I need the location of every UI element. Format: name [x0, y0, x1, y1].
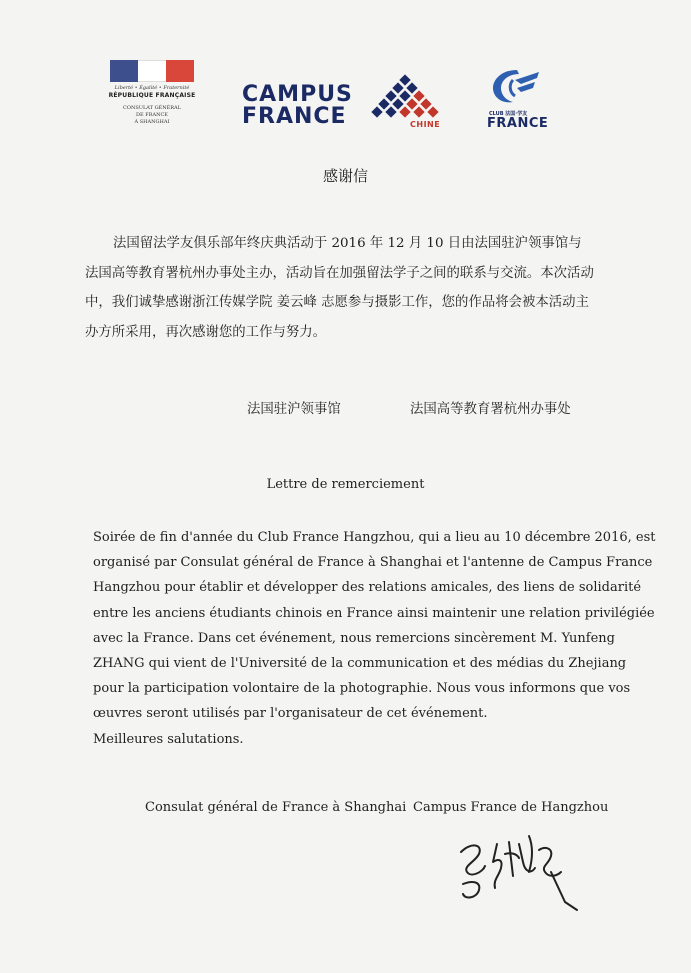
campus-france-word-1: CAMPUS [242, 82, 353, 107]
chinese-body-paragraph: 法国留法学友俱乐部年终庆典活动于 2016 年 12 月 10 日由法国驻沪领事馆与法国高等教育署杭州办事处主办，活动旨在加强留法学子之间的联系与交流。本次活动中，我们诚挚感谢浙江传媒学院 姜云峰 志愿参与摄影工作，您的作品将会被本活动主办方所采用，再次感谢您的工作与努力。 [85, 236, 594, 340]
consulate-label-line3: À SHANGHAI [134, 119, 170, 125]
chinese-signature-campus-france: 法国高等教育署杭州办事处 [410, 402, 571, 417]
consulate-label-line1: CONSULAT GÉNÉRAL [123, 105, 181, 111]
french-body-line: entre les anciens étudiants chinois en France ainsi maintenir une relation privilégiée [93, 605, 655, 621]
chinese-body [85, 229, 595, 347]
french-closing: Meilleures salutations. [93, 731, 244, 747]
french-signature-consulate: Consulat général de France à Shanghai [145, 800, 407, 815]
club-france-logo [487, 66, 549, 131]
chinese-title: 感谢信 [322, 167, 368, 185]
consulate-label [106, 105, 198, 126]
campus-france-logo [242, 72, 447, 134]
republique-name: RÉPUBLIQUE FRANÇAISE [108, 92, 196, 99]
french-body-line: avec la France. Dans cet événement, nous remercions sincèrement M. Yunfeng [93, 630, 615, 646]
handwritten-signature-icon [453, 832, 608, 914]
french-body-line: œuvres seront utilisés par l'organisateur de cet événement. [93, 706, 488, 722]
consulate-label-line2: DE FRANCE [136, 112, 168, 118]
french-body [93, 525, 656, 752]
french-body-line: ZHANG qui vient de l'Université de la communication et des médias du Zhejiang [93, 656, 627, 672]
french-body-line: organisé par Consulat général de France à Shanghai et l'antenne de Campus France [93, 555, 653, 571]
campus-france-word-2: FRANCE [242, 104, 347, 129]
campus-france-chine-label: CHINE [410, 120, 441, 129]
club-france-emblem-icon [487, 66, 545, 106]
chinese-signature-consulate: 法国驻沪领事馆 [247, 402, 341, 417]
club-france-sub-label: CLUB 法国·学友 [489, 111, 528, 117]
french-flag-icon [110, 60, 194, 82]
french-body-line: Soirée de fin d'année du Club France Hangzhou, qui a lieu au 10 décembre 2016, est [93, 530, 656, 545]
campus-france-diamond-icon [368, 74, 444, 126]
french-signature-campus-france: Campus France de Hangzhou [413, 800, 609, 815]
republique-francaise-logo [106, 60, 198, 146]
republique-motto: Liberté • Égalité • Fraternité [114, 85, 190, 91]
french-body-line: Hangzhou pour établir et développer des relations amicales, des liens de solidarité [93, 580, 642, 596]
french-title: Lettre de remerciement [266, 477, 425, 492]
french-body-line: pour la participation volontaire de la photographie. Nous vous informons que vos [93, 681, 631, 697]
club-france-word: FRANCE [487, 116, 549, 131]
